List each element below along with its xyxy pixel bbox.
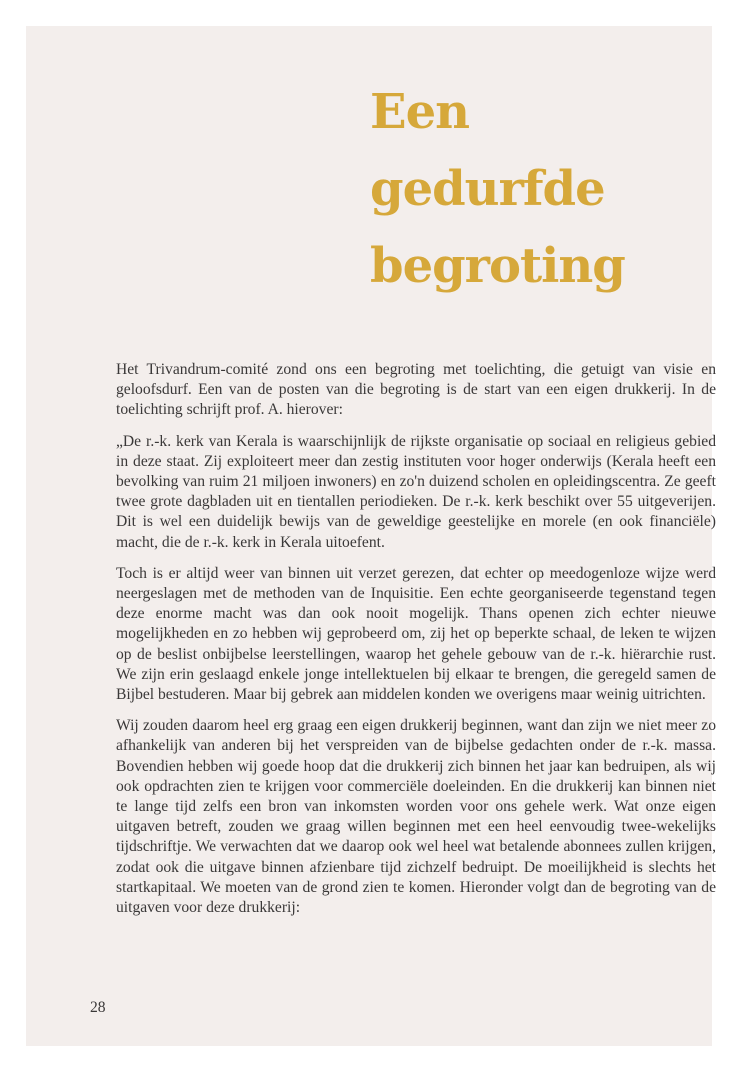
paragraph-quote-3: Wij zouden daarom heel erg graag een eigen drukkerij beginnen, want dan zijn we niet meer zo afhankelijk van anderen bij het verspreiden van de bijbelse gedachten onder de r.-k. massa. Bovendien hebben wij goede hoop dat die drukkerij zich binnen het jaar kan bedruipen, als wij ook opdrachten zien te krijgen voor commerciële doeleinden. En die drukkerij kan binnen niet te lange tijd zelfs een bron van inkomsten worden voor ons gehele werk. Wat onze eigen uitgaven betreft, zouden we graag willen beginnen met een heel eenvoudig twee-wekelijks tijdschriftje. We verwachten dat we daarop ook wel heel wat betalende abonnees zullen krijgen, zodat ook die uitgave binnen afzienbare tijd zichzelf bedruipt. De moeilijkheid is slechts het startkapitaal. We moeten van de grond zien te komen. Hieronder volgt dan de begroting van de uitgaven voor deze drukkerij: [116,717,716,917]
page [26,26,716,1046]
paragraph-intro: Het Trivandrum-comité zond ons een begroting met toelichting, die getuigt van visie en geloofsdurf. Een van de posten van die begroting is de start van een eigen drukkerij. In de toelichting schrijft prof. A. hierover: [116,361,716,419]
page-number: 28 [90,999,106,1016]
paragraph-quote-1: „De r.-k. kerk van Kerala is waarschijnlijk de rijkste organisatie op sociaal en religieus gebied in deze staat. Zij exploiteert meer dan zestig instituten voor hoger onderwijs (Kerala heeft een bevolking van ruim 21 miljoen inwoners) en zo'n duizend scholen en opleidingscentra. Ze geeft twee grote dagbladen uit en tientallen periodieken. De r.-k. kerk beschikt over 55 uitgeverijen. Dit is wel een duidelijk bewijs van de geweldige geestelijke en morele (en ook financiële) macht, die de r.-k. kerk in Kerala uitoefent. [116,432,716,551]
page-title [370,74,625,305]
title-line-1: Een [370,84,470,140]
article-body [116,360,716,929]
title-line-3: begroting [370,238,625,294]
paragraph-quote-2: Toch is er altijd weer van binnen uit verzet gerezen, dat echter op meedogenloze wijze werd neergeslagen met de methoden van de Inquisitie. Een echte georganiseerde tegenstand tegen deze enorme macht was dan ook nooit mogelijk. Thans openen zich echter nieuwe mogelijkheden en zo hebben wij geprobeerd om, zij het op beperkte schaal, de leken te wijzen op de beslist onbijbelse leerstellingen, waarop het gehele gebouw van de r.-k. hiërarchie rust. We zijn erin geslaagd enkele jonge intellektuelen bij elkaar te brengen, die geregeld samen de Bijbel bestuderen. Maar bij gebrek aan middelen konden we overigens maar weinig uitrichten. [116,564,716,704]
title-line-2: gedurfde [370,161,605,217]
